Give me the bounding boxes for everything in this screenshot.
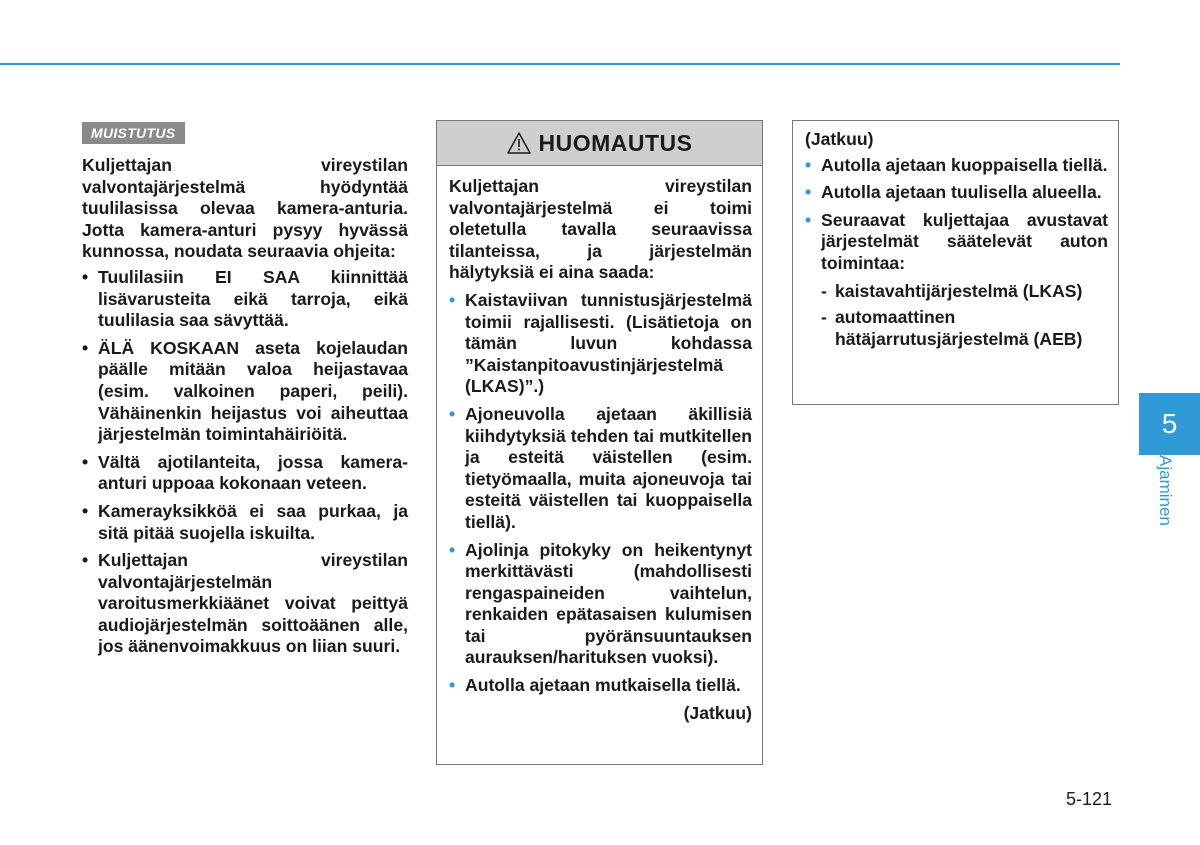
note-item: • Kamerayksikköä ei saa purkaa, ja sitä pitää suojella iskuilta. [82, 501, 408, 544]
caution-intro: Kuljettajan vireystilan valvontajärjestelmä ei toimi oletetulla tavalla seuraavissa tilanteissa, ja järjestelmän hälytyksiä ei aina saada: [449, 176, 752, 283]
caution-item: • Ajoneuvolla ajetaan äkillisiä kiihdytyksiä tehden tai mutkitellen ja esteitä väistellen (esim. tietyömaalla, muita ajoneuvoja tai esteitä väistellen tai kuoppaisella tiellä). [449, 404, 752, 534]
top-rule [0, 63, 1120, 65]
note-item: • Kuljettajan vireystilan valvontajärjestelmän varoitusmerkkiäänet voivat peittyä audiojärjestelmän soittoäänen alle, jos äänenvoimakkuus on liian suuri. [82, 550, 408, 658]
caution-list [449, 290, 752, 697]
note-intro: Kuljettajan vireystilan valvontajärjestelmä hyödyntää tuulilasissa olevaa kamera-anturia. Jotta kamera-anturi pysyy hyvässä kunnossa, noudata seuraavia ohjeita: [82, 155, 408, 262]
caution-title: HUOMAUTUS [538, 129, 693, 156]
note-list [82, 267, 408, 658]
note-label: MUISTUTUS [82, 122, 185, 144]
caution-item: • Kaistaviivan tunnistusjärjestelmä toimii rajallisesti. (Lisätietoja on tämän luvun kohdassa ”Kaistanpitoavustinjärjestelmä (LKAS)”.) [449, 290, 752, 398]
note-item: • Tuulilasiin EI SAA kiinnittää lisävarusteita eikä tarroja, eikä tuulilasia saa sävyttää. [82, 267, 408, 332]
subitem-list [805, 281, 1108, 351]
caution-item: • Autolla ajetaan mutkaisella tiellä. [449, 675, 752, 697]
continued-header: (Jatkuu) [805, 129, 874, 149]
page-number: 5-121 [1066, 789, 1113, 809]
subitem: - automaattinen hätäjarrutusjärjestelmä (AEB) [821, 307, 1108, 350]
continued-box [792, 120, 1119, 405]
caution-item: • Ajolinja pitokyky on heikentynyt merkittävästi (mahdollisesti rengaspaineiden vaihtelun, renkaiden epätasaisen kulumisen tai pyöränsuuntauksen aurauksen/harituksen vuoksi). [449, 540, 752, 670]
note-item: • Vältä ajotilanteita, jossa kamera-anturi uppoaa kokonaan veteen. [82, 452, 408, 495]
continued-list [805, 155, 1108, 275]
continued-label: (Jatkuu) [683, 702, 752, 723]
chapter-tab[interactable]: 5 [1139, 393, 1200, 455]
note-section [82, 122, 408, 664]
warning-triangle-icon [507, 132, 531, 154]
caution-header [437, 121, 762, 166]
continued-item: • Autolla ajetaan kuoppaisella tiellä. [805, 155, 1108, 177]
continued-item: • Autolla ajetaan tuulisella alueella. [805, 182, 1108, 204]
caution-box [436, 120, 763, 765]
caution-body [437, 166, 762, 724]
subitem: - kaistavahtijärjestelmä (LKAS) [821, 281, 1108, 303]
continued-item: • Seuraavat kuljettajaa avustavat järjestelmät säätelevät auton toimintaa: [805, 210, 1108, 275]
chapter-label: Ajaminen [1156, 455, 1175, 526]
note-item: • ÄLÄ KOSKAAN aseta kojelaudan päälle mitään valoa heijastavaa (esim. valkoinen paperi, peili). Vähäinenkin heijastus voi aiheuttaa järjestelmän toimintahäiriöitä. [82, 338, 408, 446]
